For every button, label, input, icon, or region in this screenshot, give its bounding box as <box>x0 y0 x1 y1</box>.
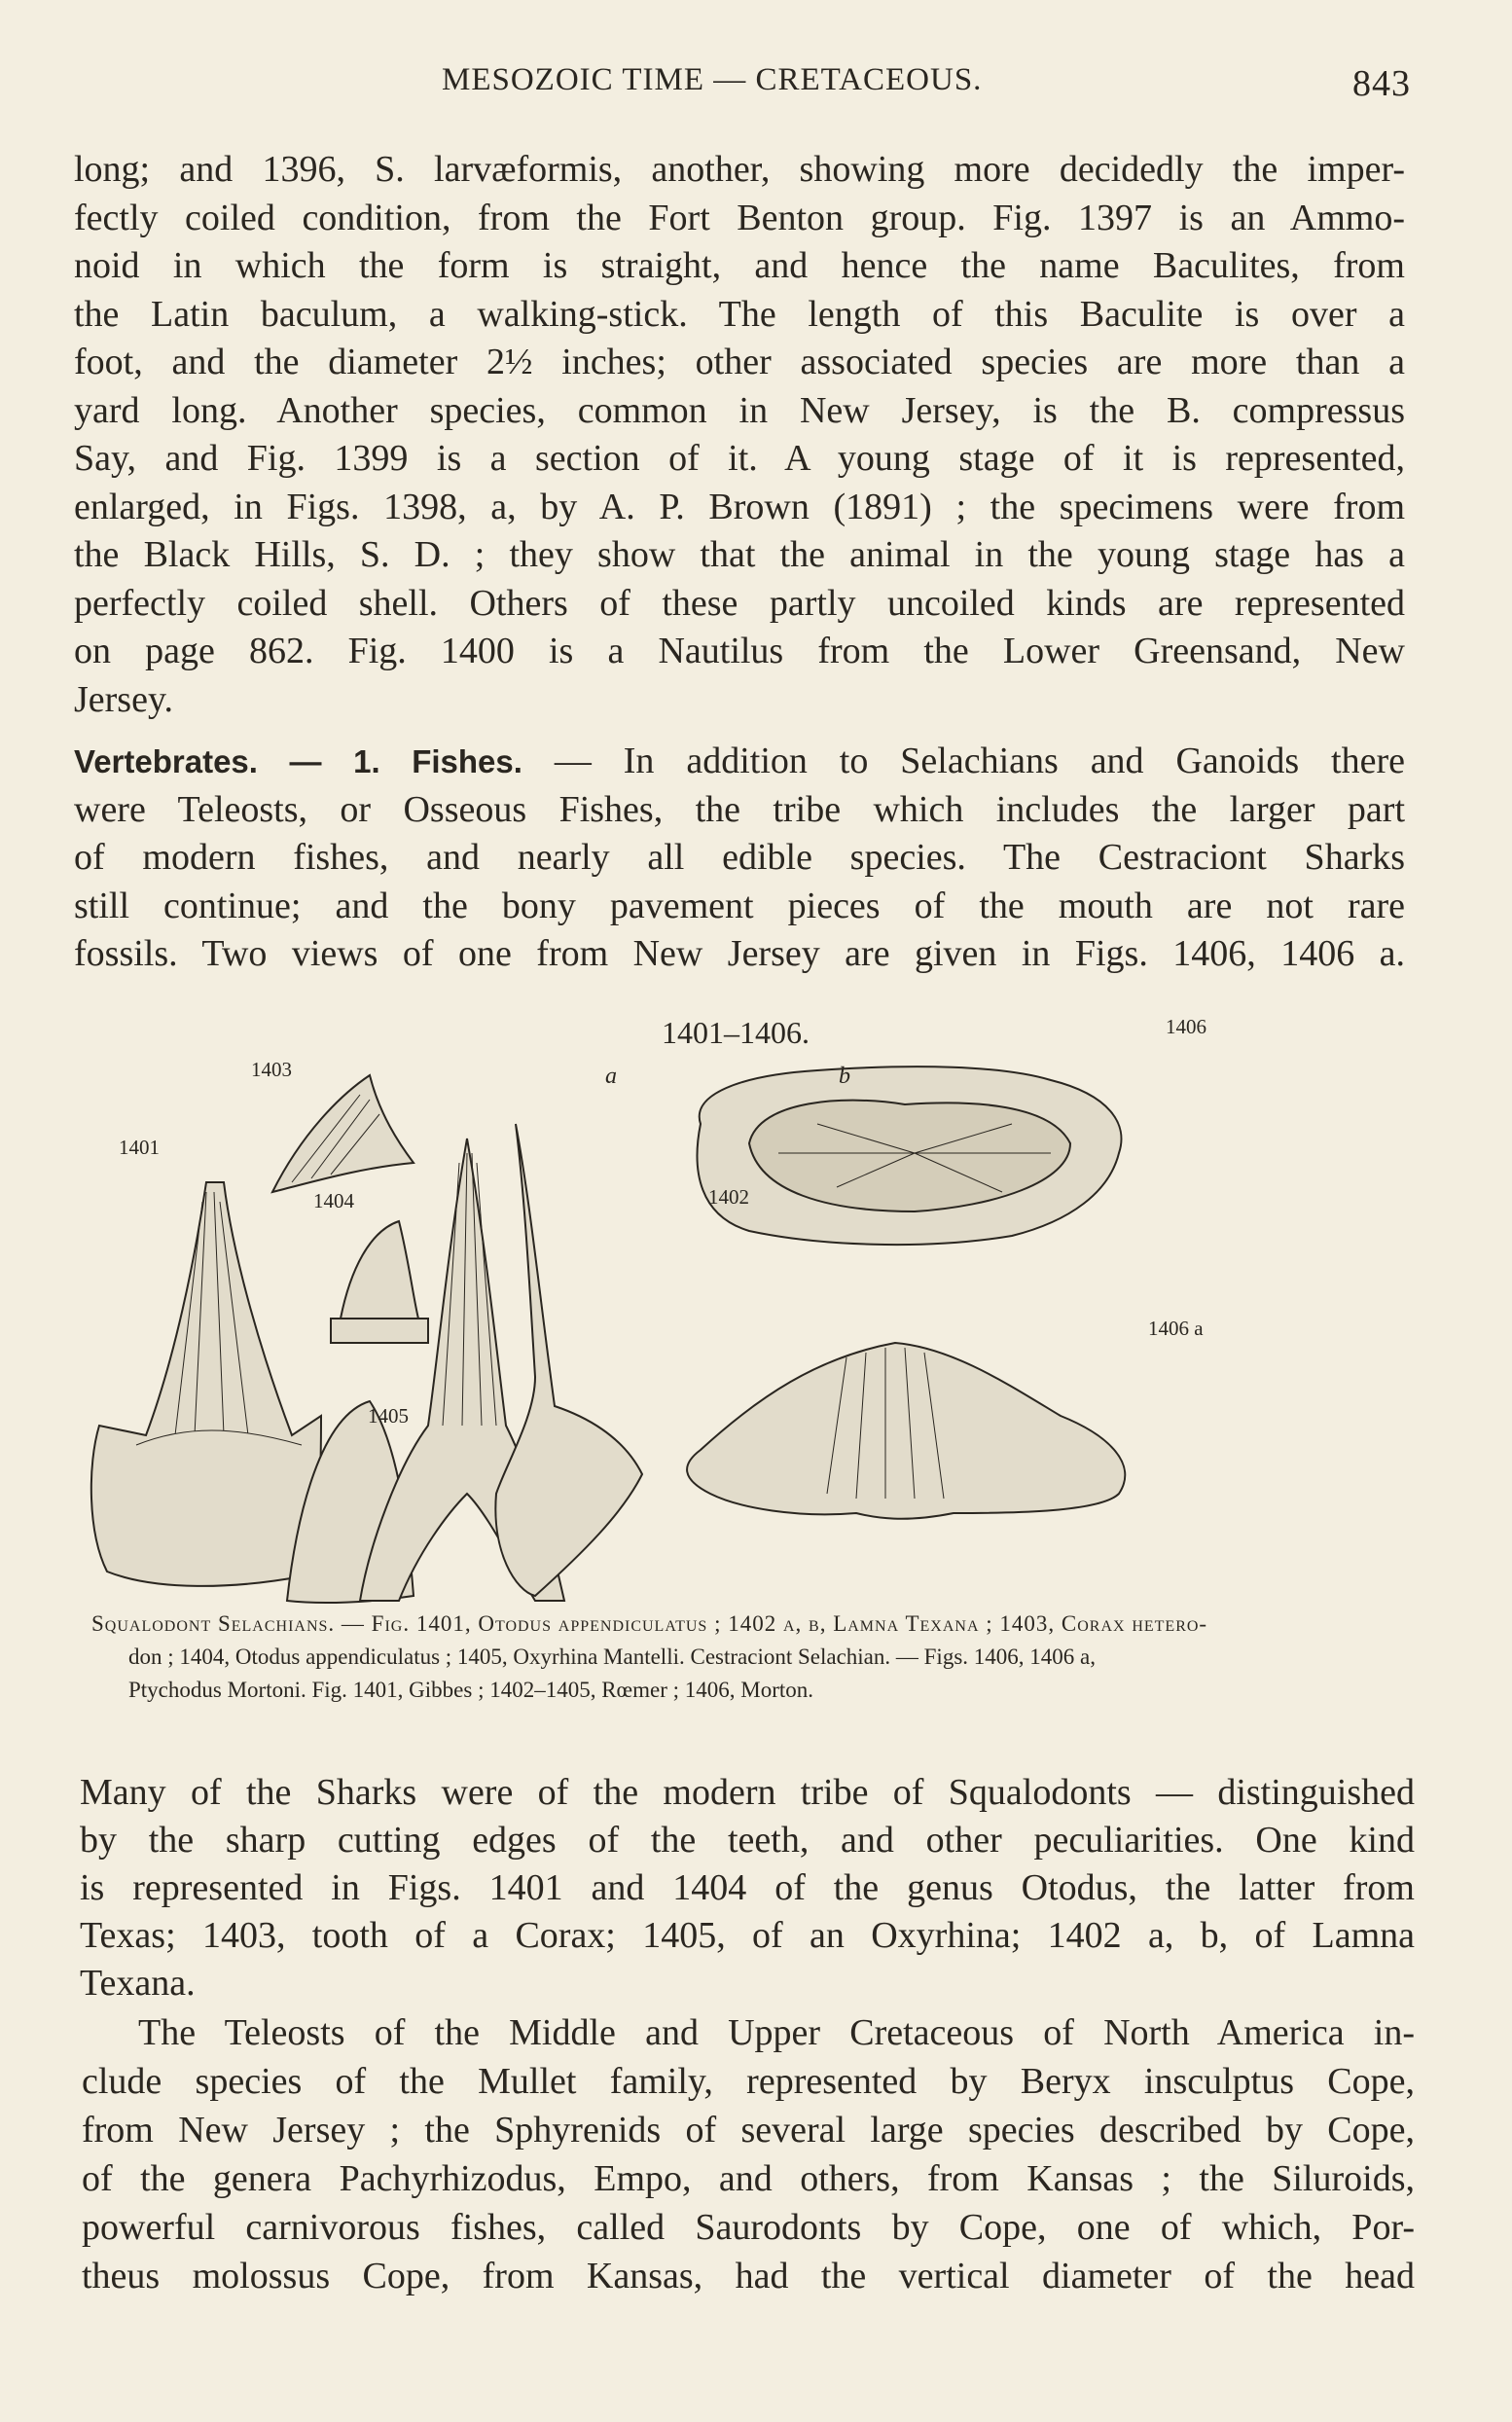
page-number: 843 <box>1352 63 1411 104</box>
paragraph-ammonoids <box>74 146 1405 724</box>
label-1401: 1401 <box>119 1136 160 1159</box>
label-1403: 1403 <box>251 1058 292 1081</box>
caption-line: don ; 1404, Otodus appendiculatus ; 1405, Oxyrhina Mantelli. Cestraciont Selachian. — Figs. 1406, 1406 a, <box>128 1645 1096 1669</box>
caption-line: Squalodont Selachians. — Fig. 1401, Otodus appendiculatus ; 1402 a, b, Lamna Texana ; 1403, Corax hetero- <box>91 1611 1208 1636</box>
text-line: yard long. Another species, common in New Jersey, is the B. compressus <box>74 389 1405 431</box>
label-1406a: 1406 a <box>1148 1317 1204 1340</box>
text-line: theus molossus Cope, from Kansas, had the vertical diameter of the head <box>82 2256 1415 2296</box>
text-line <box>74 738 1405 786</box>
text-line: Say, and Fig. 1399 is a section of it. A young stage of it is represented, <box>74 438 1405 479</box>
text-line: Many of the Sharks were of the modern tribe of Squalodonts — distinguished <box>80 1772 1415 1813</box>
running-title: MESOZOIC TIME — CRETACEOUS. <box>442 62 983 97</box>
running-head <box>428 62 1411 111</box>
tooth-1406-drawing <box>698 1066 1122 1245</box>
text-line: of the genera Pachyrhizodus, Empo, and others, from Kansas ; the Siluroids, <box>82 2158 1415 2199</box>
label-1402a: a <box>605 1064 617 1089</box>
text-line: fectly coiled condition, from the Fort Benton group. Fig. 1397 is an Ammo- <box>74 197 1405 238</box>
text-line: is represented in Figs. 1401 and 1404 of the genus Otodus, the latter from <box>80 1867 1415 1908</box>
text-line: The Teleosts of the Middle and Upper Cretaceous of North America in- <box>138 2012 1415 2053</box>
label-1402: 1402 <box>708 1185 749 1209</box>
text-line: still continue; and the bony pavement pieces of the mouth are not rare <box>74 885 1405 926</box>
text-line: on page 862. Fig. 1400 is a Nautilus from the Lower Greensand, New <box>74 631 1405 671</box>
label-1404: 1404 <box>313 1189 354 1212</box>
text-line: long; and 1396, S. larvæformis, another, showing more decidedly the imper- <box>74 149 1405 190</box>
tooth-1406a-drawing <box>687 1343 1125 1519</box>
paragraph-teleosts <box>82 2008 1415 2300</box>
text-line: enlarged, in Figs. 1398, a, by A. P. Brown (1891) ; the specimens were from <box>74 486 1405 527</box>
text-line: the Latin baculum, a walking-stick. The length of this Baculite is over a <box>74 293 1405 335</box>
text-line: Jersey. <box>74 678 173 720</box>
text-line: foot, and the diameter 2½ inches; other associated species are more than a <box>74 342 1405 382</box>
label-1406: 1406 <box>1166 1015 1206 1038</box>
text-line: Texana. <box>80 1963 196 2004</box>
text-line: powerful carnivorous fishes, called Saurodonts by Cope, one of which, Por- <box>82 2207 1415 2248</box>
tooth-1403-drawing <box>272 1075 414 1192</box>
tooth-1401-drawing <box>91 1182 321 1586</box>
label-1402b: b <box>839 1064 850 1089</box>
text-run: — In addition to Selachians and Ganoids there <box>522 741 1405 781</box>
text-line: of modern fishes, and nearly all edible species. The Cestraciont Sharks <box>74 837 1405 878</box>
text-line: were Teleosts, or Osseous Fishes, the tribe which includes the larger part <box>74 788 1405 830</box>
tooth-1404-drawing <box>331 1221 428 1343</box>
text-line: from New Jersey ; the Sphyrenids of several large species described by Cope, <box>82 2110 1415 2151</box>
figure-caption <box>91 1608 1415 1707</box>
text-line: perfectly coiled shell. Others of these partly uncoiled kinds are represented <box>74 582 1405 624</box>
caption-line: Ptychodus Mortoni. Fig. 1401, Gibbes ; 1402–1405, Rœmer ; 1406, Morton. <box>128 1678 814 1702</box>
paragraph-squalodonts <box>80 1769 1415 2007</box>
figure-title: 1401–1406. <box>662 1015 810 1050</box>
figure-illustration <box>78 1007 1440 1610</box>
text-line: by the sharp cutting edges of the teeth, and other peculiarities. One kind <box>80 1820 1415 1861</box>
section-heading: Vertebrates. — 1. Fishes. <box>74 743 522 779</box>
text-line: clude species of the Mullet family, represented by Beryx insculptus Cope, <box>82 2061 1415 2102</box>
text-line: the Black Hills, S. D. ; they show that the animal in the young stage has a <box>74 534 1405 575</box>
text-line: Texas; 1403, tooth of a Corax; 1405, of an Oxyrhina; 1402 a, b, of Lamna <box>80 1915 1415 1956</box>
paragraph-vertebrates <box>74 738 1405 979</box>
label-1405: 1405 <box>368 1404 409 1428</box>
tooth-1402b-drawing <box>495 1124 642 1596</box>
figure-shark-teeth <box>78 1007 1440 1610</box>
text-line: noid in which the form is straight, and hence the name Baculites, from <box>74 245 1405 286</box>
text-line: fossils. Two views of one from New Jersey are given in Figs. 1406, 1406 a. <box>74 933 1405 974</box>
